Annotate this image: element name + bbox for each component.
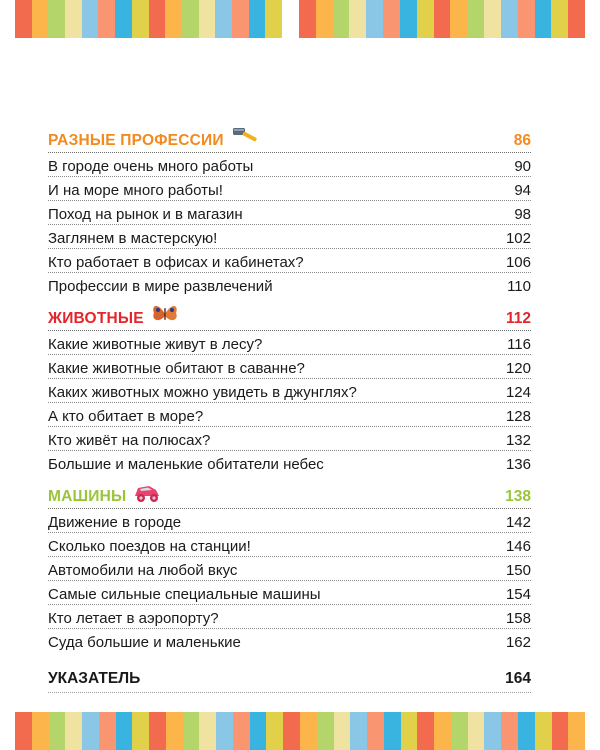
toc-sections xyxy=(48,126,531,652)
stripe xyxy=(48,0,65,38)
section-heading[interactable] xyxy=(48,482,531,509)
stripe xyxy=(65,0,82,38)
stripe xyxy=(149,0,166,38)
entry-label: Большие и маленькие обитатели небес xyxy=(48,456,324,473)
stripe xyxy=(484,712,501,750)
entry-label: Автомобили на любой вкус xyxy=(48,562,238,579)
index-title: УКАЗАТЕЛЬ xyxy=(48,670,141,687)
stripe xyxy=(568,712,585,750)
stripe xyxy=(166,712,183,750)
entry-page-number: 120 xyxy=(505,360,531,377)
stripe xyxy=(535,0,552,38)
stripe xyxy=(551,0,568,38)
decorative-stripes-bottom xyxy=(15,712,585,750)
stripe xyxy=(99,712,116,750)
stripe xyxy=(82,712,99,750)
entry-page-number: 150 xyxy=(505,562,531,579)
entry-page-number: 102 xyxy=(505,230,531,247)
section-page-number: 138 xyxy=(505,488,531,505)
entry-page-number: 90 xyxy=(514,158,531,175)
toc-entry[interactable] xyxy=(48,226,531,249)
entry-label: Сколько поездов на станции! xyxy=(48,538,251,555)
entry-page-number: 106 xyxy=(505,254,531,271)
stripe xyxy=(82,0,99,38)
toc-entry[interactable] xyxy=(48,452,531,474)
stripe xyxy=(333,0,350,38)
entry-label: Заглянем в мастерскую! xyxy=(48,230,218,247)
stripe xyxy=(199,712,216,750)
entry-page-number: 98 xyxy=(514,206,531,223)
section-title: ЖИВОТНЫЕ xyxy=(48,310,144,327)
stripe xyxy=(501,712,518,750)
stripe xyxy=(417,0,434,38)
stripe xyxy=(434,0,451,38)
toc-entry[interactable] xyxy=(48,274,531,296)
index-page: 164 xyxy=(505,670,531,687)
stripe xyxy=(334,712,351,750)
stripe xyxy=(450,0,467,38)
entry-label: Поход на рынок и в магазин xyxy=(48,206,243,223)
stripe xyxy=(400,0,417,38)
section-page-number: 112 xyxy=(505,310,531,327)
decorative-stripes-top-left xyxy=(15,0,282,38)
stripe xyxy=(518,712,535,750)
entry-label: А кто обитает в море? xyxy=(48,408,204,425)
stripe xyxy=(116,712,133,750)
entry-page-number: 146 xyxy=(505,538,531,555)
section-title-wrap xyxy=(48,126,260,150)
stripe xyxy=(199,0,216,38)
stripe xyxy=(434,712,451,750)
stripe xyxy=(467,0,484,38)
stripe xyxy=(49,712,66,750)
section-title-wrap xyxy=(48,482,162,506)
toy-car-icon xyxy=(132,480,162,504)
entry-label: Кто живёт на полюсах? xyxy=(48,432,211,449)
stripe xyxy=(32,0,49,38)
entry-page-number: 94 xyxy=(514,182,531,199)
section-entries xyxy=(48,332,531,474)
stripe xyxy=(183,712,200,750)
stripe xyxy=(149,712,166,750)
hammer-icon xyxy=(230,124,260,148)
stripe xyxy=(165,0,182,38)
toc-entry[interactable] xyxy=(48,510,531,533)
toc-entry[interactable] xyxy=(48,558,531,581)
entry-label: Кто летает в аэропорту? xyxy=(48,610,219,627)
entry-page-number: 142 xyxy=(505,514,531,531)
stripe xyxy=(518,0,535,38)
entry-label: Какие животные обитают в саванне? xyxy=(48,360,305,377)
entry-label: В городе очень много работы xyxy=(48,158,254,175)
stripe xyxy=(316,0,333,38)
stripe xyxy=(535,712,552,750)
toc-entry[interactable] xyxy=(48,606,531,629)
stripe xyxy=(98,0,115,38)
table-of-contents xyxy=(48,126,531,688)
entry-page-number: 116 xyxy=(507,336,531,353)
stripe xyxy=(349,0,366,38)
stripe xyxy=(115,0,132,38)
section-title: РАЗНЫЕ ПРОФЕССИИ xyxy=(48,132,224,149)
decorative-stripes-top-right xyxy=(299,0,585,38)
section-entries xyxy=(48,510,531,652)
stripe xyxy=(367,712,384,750)
entry-page-number: 162 xyxy=(505,634,531,651)
stripe xyxy=(182,0,199,38)
entry-page-number: 128 xyxy=(505,408,531,425)
section-entries xyxy=(48,154,531,296)
entry-label: Самые сильные специальные машины xyxy=(48,586,321,603)
section-page-number: 86 xyxy=(513,132,531,149)
entry-label: Каких животных можно увидеть в джунглях? xyxy=(48,384,357,401)
butterfly-icon xyxy=(150,302,180,326)
stripe xyxy=(15,712,32,750)
section-heading[interactable] xyxy=(48,126,531,153)
stripe xyxy=(233,712,250,750)
entry-page-number: 136 xyxy=(505,456,531,473)
toc-entry[interactable] xyxy=(48,428,531,451)
entry-page-number: 124 xyxy=(505,384,531,401)
stripe xyxy=(266,712,283,750)
stripe xyxy=(484,0,501,38)
stripe xyxy=(384,712,401,750)
section-heading[interactable] xyxy=(48,304,531,331)
stripe xyxy=(401,712,418,750)
stripe xyxy=(568,0,585,38)
entry-page-number: 132 xyxy=(505,432,531,449)
stripe xyxy=(451,712,468,750)
entry-label: Суда большие и маленькие xyxy=(48,634,241,651)
stripe xyxy=(216,712,233,750)
section-title-wrap xyxy=(48,304,180,328)
toc-entry[interactable] xyxy=(48,534,531,557)
toc-entry[interactable] xyxy=(48,202,531,225)
stripe xyxy=(468,712,485,750)
stripe xyxy=(249,0,266,38)
toc-entry[interactable] xyxy=(48,404,531,427)
stripe xyxy=(65,712,82,750)
stripe xyxy=(215,0,232,38)
section-title: МАШИНЫ xyxy=(48,488,127,505)
stripe xyxy=(132,712,149,750)
stripe xyxy=(283,712,300,750)
stripe xyxy=(132,0,149,38)
entry-page-number: 154 xyxy=(505,586,531,603)
stripe xyxy=(232,0,249,38)
stripe xyxy=(265,0,282,38)
entry-label: Какие животные живут в лесу? xyxy=(48,336,263,353)
toc-entry[interactable] xyxy=(48,380,531,403)
stripe xyxy=(299,0,316,38)
toc-entry[interactable] xyxy=(48,178,531,201)
toc-entry[interactable] xyxy=(48,250,531,273)
stripe xyxy=(300,712,317,750)
bottom-divider xyxy=(48,692,531,693)
toc-entry[interactable] xyxy=(48,356,531,379)
toc-entry[interactable] xyxy=(48,154,531,177)
stripe xyxy=(350,712,367,750)
stripe xyxy=(250,712,267,750)
stripe xyxy=(366,0,383,38)
entry-label: Кто работает в офисах и кабинетах? xyxy=(48,254,304,271)
entry-page-number: 158 xyxy=(505,610,531,627)
stripe xyxy=(383,0,400,38)
toc-entry[interactable] xyxy=(48,630,531,652)
toc-entry[interactable] xyxy=(48,582,531,605)
toc-index-entry[interactable] xyxy=(48,666,531,688)
stripe xyxy=(15,0,32,38)
stripe xyxy=(501,0,518,38)
stripe xyxy=(552,712,569,750)
toc-entry[interactable] xyxy=(48,332,531,355)
entry-label: Профессии в мире развлечений xyxy=(48,278,273,295)
entry-page-number: 110 xyxy=(507,278,531,295)
entry-label: И на море много работы! xyxy=(48,182,223,199)
stripe xyxy=(32,712,49,750)
stripe xyxy=(317,712,334,750)
stripe xyxy=(417,712,434,750)
entry-label: Движение в городе xyxy=(48,514,182,531)
